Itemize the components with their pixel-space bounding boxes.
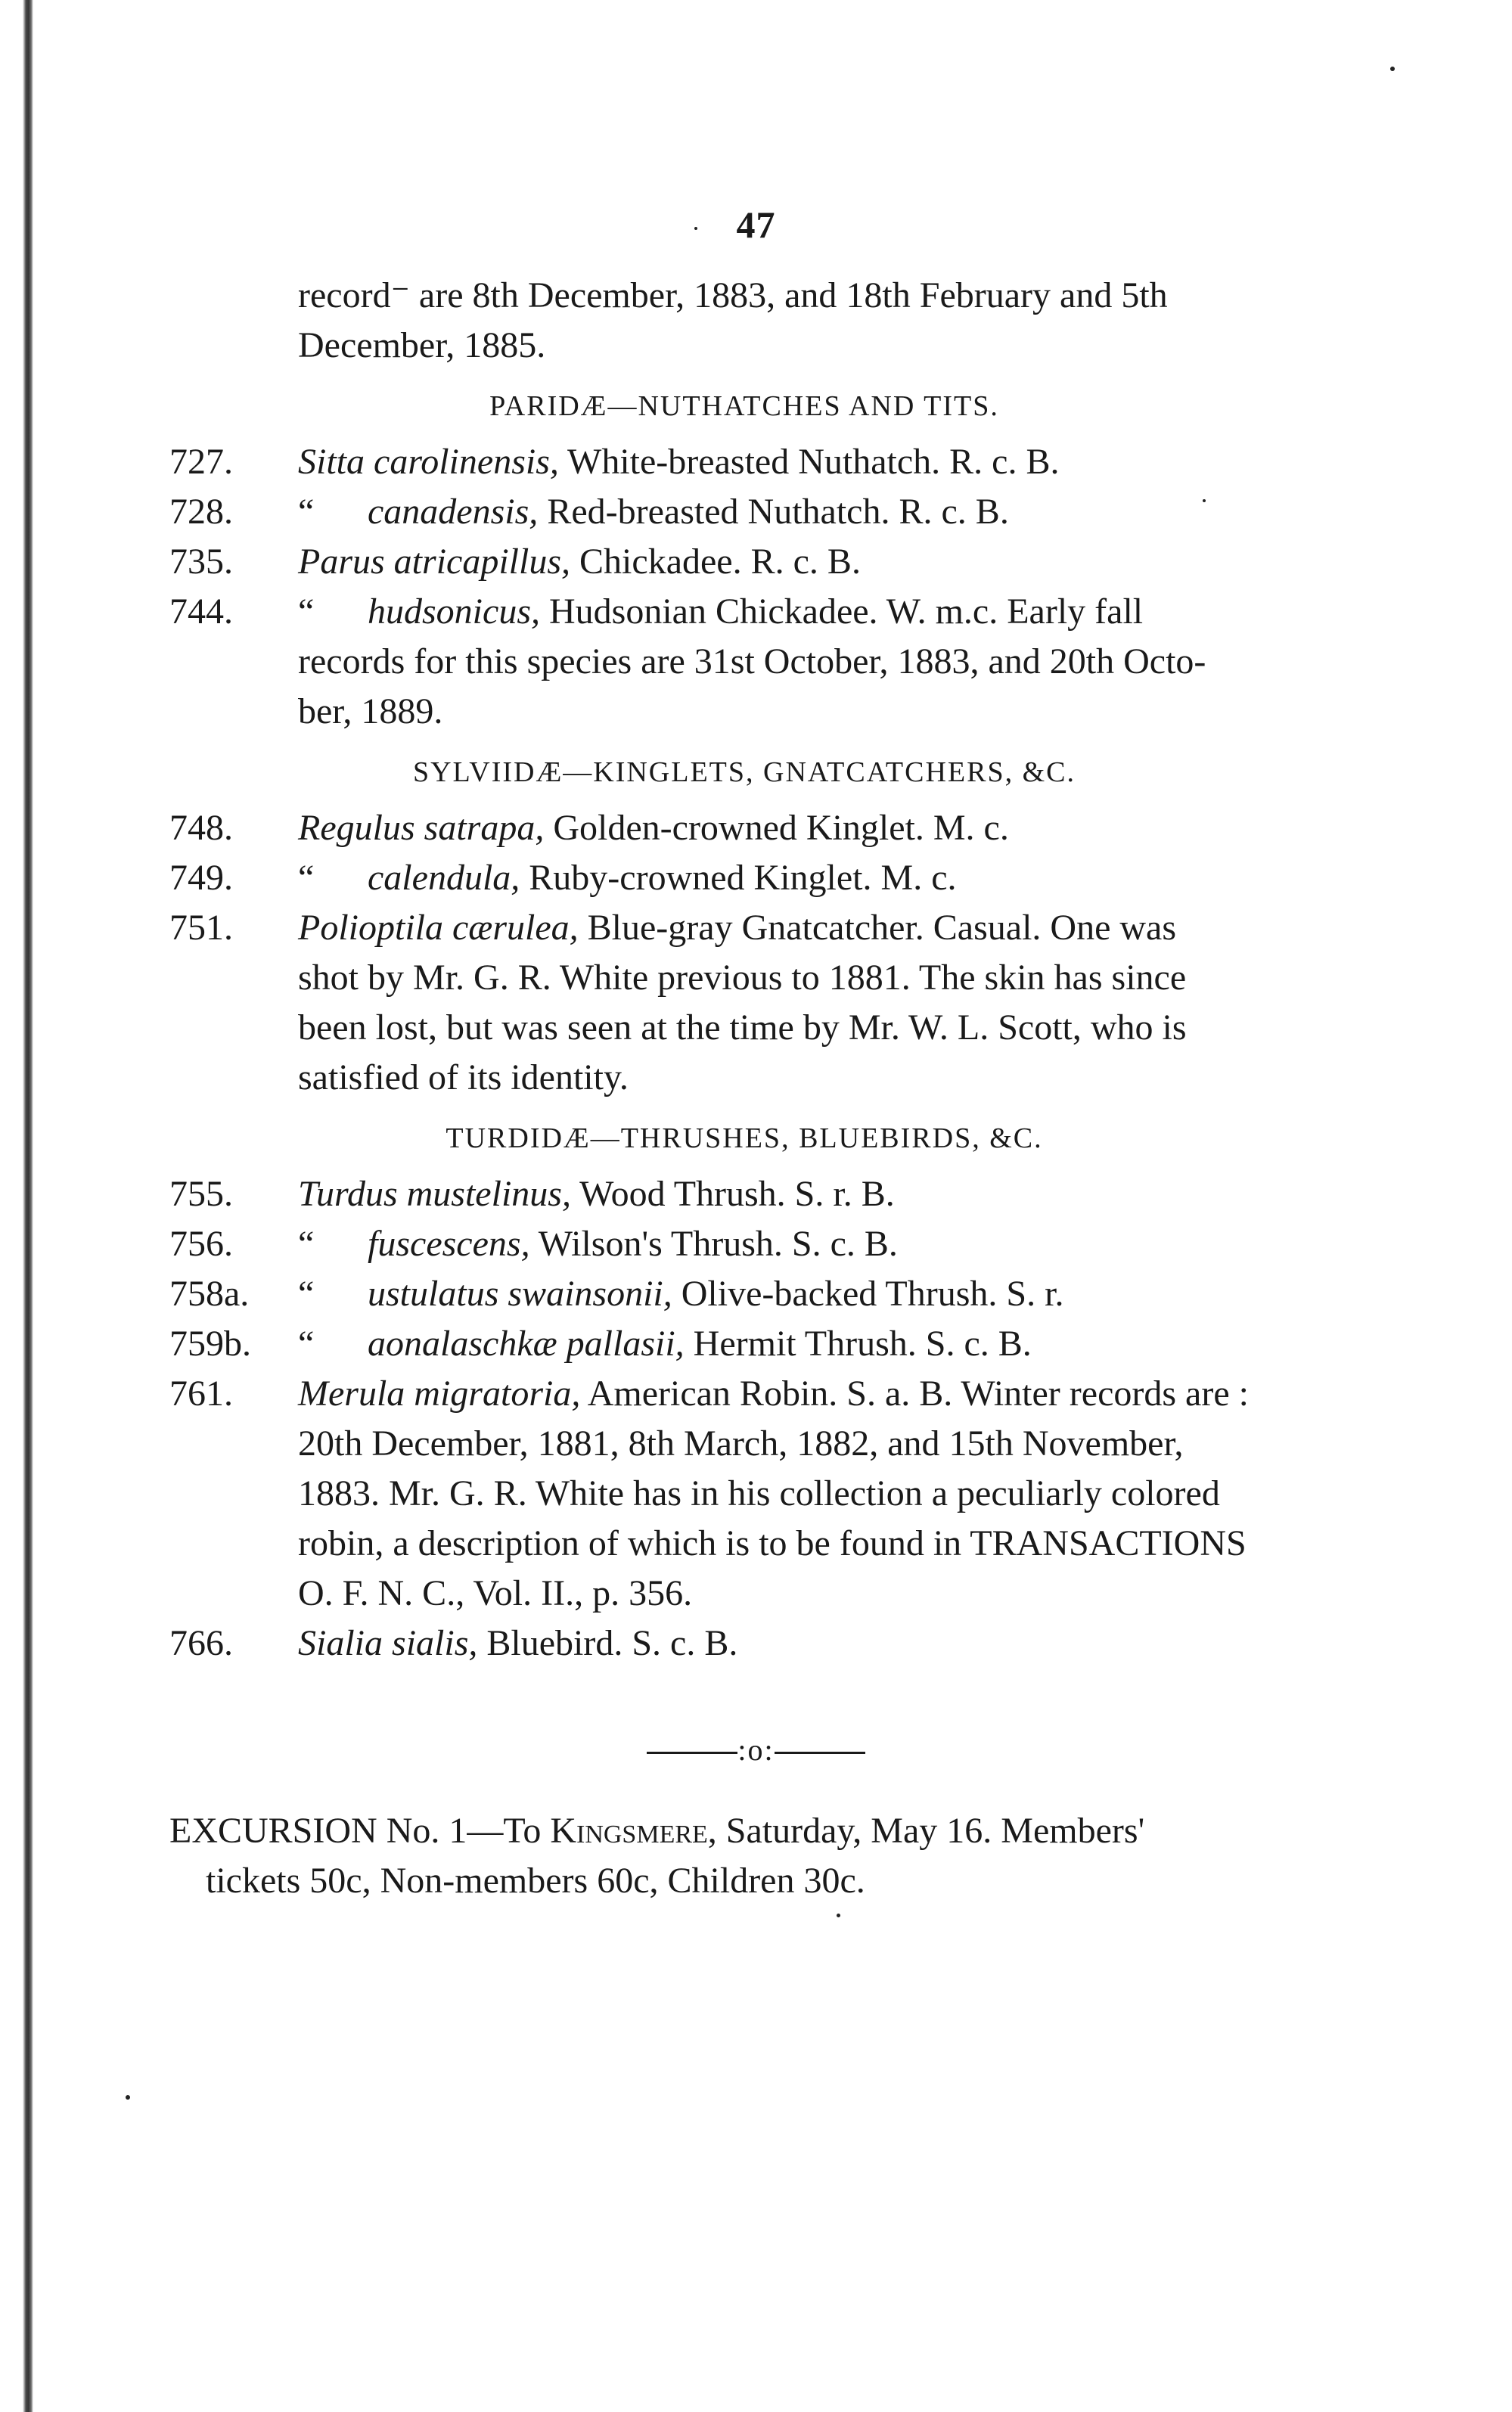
species-continuation: records for this species are 31st October, 1883, and 20th Octo- xyxy=(298,641,1206,681)
species-number: 761. xyxy=(169,1374,233,1414)
divider-rule-left xyxy=(647,1752,737,1754)
excursion-date: , Saturday, May 16. Members' xyxy=(707,1811,1145,1851)
species-entry xyxy=(169,437,1319,487)
species-continuation: robin, a description of which is to be found in TRANSACTIONS xyxy=(298,1523,1247,1563)
section-divider xyxy=(0,1732,1512,1768)
latin-name: calendula, xyxy=(368,858,520,898)
species-description: Blue-gray Gnatcatcher. Casual. One was xyxy=(578,908,1177,948)
latin-name: Parus atricapillus, xyxy=(298,542,571,582)
species-continuation: shot by Mr. G. R. White previous to 1881. The skin has since xyxy=(298,958,1187,998)
latin-name: Merula migratoria, xyxy=(298,1374,581,1414)
ditto-mark: “ xyxy=(298,1224,315,1264)
species-entry xyxy=(169,587,1319,637)
species-entry xyxy=(169,1269,1319,1319)
print-speck xyxy=(1390,67,1395,71)
species-continuation: satisfied of its identity. xyxy=(298,1057,629,1097)
species-description: Golden-crowned Kinglet. M. c. xyxy=(544,808,1009,848)
species-description: Wood Thrush. S. r. B. xyxy=(570,1174,895,1214)
ditto-mark: “ xyxy=(298,1274,315,1314)
species-description: Ruby-crowned Kinglet. M. c. xyxy=(520,858,957,898)
species-number: 756. xyxy=(169,1224,233,1264)
species-continuation: ber, 1889. xyxy=(298,691,443,731)
latin-name: ustulatus swainsonii, xyxy=(368,1274,672,1314)
family-heading: PARIDÆ—NUTHATCHES AND TITS. xyxy=(489,390,999,422)
species-entry xyxy=(169,537,1319,587)
species-entry xyxy=(169,853,1319,903)
excursion-lead: EXCURSION No. 1—To xyxy=(169,1811,551,1851)
intro-line-2: December, 1885. xyxy=(298,325,546,365)
family-heading: TURDIDÆ—THRUSHES, BLUEBIRDS, &C. xyxy=(446,1122,1043,1154)
species-description: Olive-backed Thrush. S. r. xyxy=(672,1274,1064,1314)
ditto-mark: “ xyxy=(298,591,315,632)
divider-ornament: :o: xyxy=(737,1733,775,1767)
species-entry xyxy=(169,487,1319,537)
family-heading: SYLVIIDÆ—KINGLETS, GNATCATCHERS, &C. xyxy=(412,756,1076,788)
species-entry xyxy=(169,1619,1319,1669)
ditto-mark: “ xyxy=(298,858,315,898)
book-binding-edge xyxy=(23,0,33,2412)
ditto-mark: “ xyxy=(298,1324,315,1364)
species-entry xyxy=(169,903,1319,953)
ditto-mark: “ xyxy=(298,492,315,532)
latin-name: Polioptila cærulea, xyxy=(298,908,579,948)
print-speck xyxy=(126,2095,130,2100)
species-entry xyxy=(169,1369,1319,1419)
excursion-line-1 xyxy=(169,1806,1349,1856)
species-number: 749. xyxy=(169,858,233,898)
species-number: 766. xyxy=(169,1623,233,1663)
latin-name: fuscescens, xyxy=(368,1224,530,1264)
species-entry xyxy=(169,803,1319,853)
species-list xyxy=(169,381,1319,1669)
species-description: Chickadee. R. c. B. xyxy=(570,542,861,582)
page-number: 47 xyxy=(736,203,776,246)
species-description: Bluebird. S. c. B. xyxy=(477,1623,738,1663)
species-continuation: O. F. N. C., Vol. II., p. 356. xyxy=(298,1573,693,1613)
latin-name: Sialia sialis, xyxy=(298,1623,478,1663)
species-description: Hudsonian Chickadee. W. m.c. Early fall xyxy=(540,591,1144,632)
species-number: 755. xyxy=(169,1174,233,1214)
print-speck xyxy=(837,1914,840,1917)
latin-name: hudsonicus, xyxy=(368,591,540,632)
species-description: Red-breasted Nuthatch. R. c. B. xyxy=(538,492,1009,532)
excursion-line-2: tickets 50c, Non-members 60c, Children 30c. xyxy=(206,1861,865,1901)
latin-name: canadensis, xyxy=(368,492,539,532)
species-number: 735. xyxy=(169,542,233,582)
intro-line-1: record⁻ are 8th December, 1883, and 18th February and 5th xyxy=(298,275,1168,315)
excursion-notice xyxy=(169,1806,1349,1906)
latin-name: Sitta carolinensis, xyxy=(298,442,559,482)
divider-rule-right xyxy=(775,1752,865,1754)
species-number: 759b. xyxy=(169,1324,251,1364)
species-entry xyxy=(169,1219,1319,1269)
species-continuation: 20th December, 1881, 8th March, 1882, and 15th November, xyxy=(298,1423,1184,1464)
species-description: Wilson's Thrush. S. c. B. xyxy=(529,1224,898,1264)
species-description: Hermit Thrush. S. c. B. xyxy=(684,1324,1032,1364)
species-description: White-breasted Nuthatch. R. c. B. xyxy=(558,442,1060,482)
species-description: American Robin. S. a. B. Winter records are : xyxy=(580,1374,1249,1414)
species-number: 758a. xyxy=(169,1274,250,1314)
species-number: 748. xyxy=(169,808,233,848)
species-number: 744. xyxy=(169,591,233,632)
page-body xyxy=(169,271,1319,1669)
excursion-place: Kingsmere xyxy=(550,1811,708,1851)
latin-name: aonalaschkæ pallasii, xyxy=(368,1324,685,1364)
latin-name: Turdus mustelinus, xyxy=(298,1174,571,1214)
latin-name: Regulus satrapa, xyxy=(298,808,545,848)
species-entry xyxy=(169,1319,1319,1369)
species-continuation: been lost, but was seen at the time by Mr. W. L. Scott, who is xyxy=(298,1007,1187,1048)
species-number: 728. xyxy=(169,492,233,532)
species-continuation: 1883. Mr. G. R. White has in his collection a peculiarly colored xyxy=(298,1473,1220,1513)
species-number: 751. xyxy=(169,908,233,948)
species-entry xyxy=(169,1169,1319,1219)
species-number: 727. xyxy=(169,442,233,482)
